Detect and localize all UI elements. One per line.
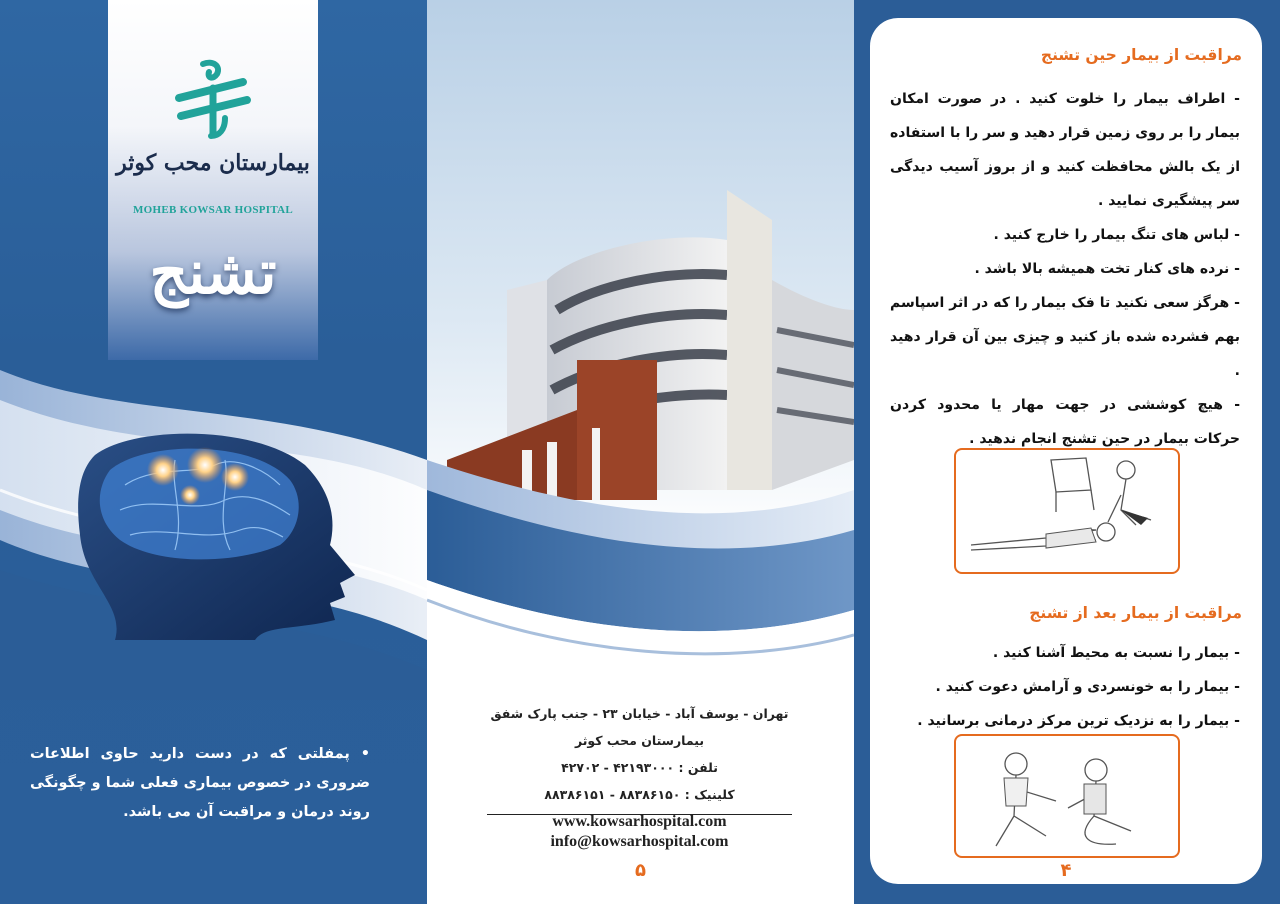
cover-back-panel: [0, 0, 427, 904]
section-title-after-seizure: مراقبت از بیمار بعد از تشنج: [1029, 604, 1242, 622]
list-item: - هیچ کوششی در جهت مهار یا محدود کردن حرکات بیمار در حین تشنج انجام ندهید .: [890, 397, 1240, 447]
page-number: ۴: [1060, 860, 1072, 881]
back-cover-panel: [427, 0, 854, 904]
list-item: - بیمار را به نزدیک ترین مرکز درمانی برسانید .: [917, 713, 1240, 729]
hospital-logo-icon: [173, 58, 255, 140]
decorative-waves: [427, 430, 854, 700]
patient-on-floor-icon: [956, 450, 1178, 572]
hospital-name: بیمارستان محب کوثر: [574, 733, 705, 748]
logo-english-name: MOHEB KOWSAR HOSPITAL: [132, 204, 294, 216]
intro-text: پمفلتی که در دست دارید حاوی اطلاعات ضروری در خصوص بیماری فعلی شما و چگونگی روند درمان و مراقبت آن می باشد.: [30, 746, 370, 820]
email-link[interactable]: info@kowsarhospital.com: [550, 833, 729, 850]
phone-line: تلفن : ۴۲۱۹۳۰۰۰ - ۴۲۷۰۲: [561, 760, 718, 775]
inner-page-panel: [854, 0, 1280, 904]
intro-paragraph: [30, 740, 370, 827]
caregiver-and-patient-icon: [956, 736, 1178, 856]
page-number: ۵: [635, 860, 646, 881]
recovery-care-illustration: [954, 734, 1180, 858]
list-item: - بیمار را نسبت به محیط آشنا کنید .: [992, 645, 1240, 661]
website-link[interactable]: www.kowsarhospital.com: [552, 813, 727, 830]
web-block: [487, 812, 792, 852]
contact-block: [487, 700, 792, 819]
clinic-line: کلینیک : ۸۸۳۸۶۱۵۰ - ۸۸۳۸۶۱۵۱: [544, 787, 735, 802]
list-item: - بیمار را به خونسردی و آرامش دعوت کنید .: [935, 679, 1240, 695]
list-item: - نرده های کنار تخت همیشه بالا باشد .: [974, 261, 1240, 277]
content-card: [870, 18, 1262, 884]
brain-illustration-icon: [55, 425, 375, 640]
section-during-seizure-list: [890, 82, 1240, 456]
list-item: - لباس های تنگ بیمار را خارج کنید .: [993, 227, 1240, 243]
logo-persian-name: بیمارستان محب کوثر: [116, 150, 310, 176]
section-title-during-seizure: مراقبت از بیمار حین تشنج: [1040, 46, 1242, 64]
bullet-icon: •: [360, 746, 370, 762]
seizure-care-illustration: [954, 448, 1180, 574]
address-line: تهران - یوسف آباد - خیابان ۲۳ - جنب پارک شفق: [490, 706, 789, 721]
list-item: - هرگز سعی نکنید تا فک بیمار را که در اثر اسپاسم بهم فشرده شده باز کنید و چیزی بین آن قرار دهید .: [890, 295, 1240, 379]
list-item: - اطراف بیمار را خلوت کنید . در صورت امکان بیمار را بر روی زمین قرار دهید و سر را با استفاده از یک بالش محافظت کنید و از بروز آسیب دیدگی سر پیشگیری نمایید .: [890, 91, 1240, 209]
section-after-seizure-list: [890, 636, 1240, 738]
cover-title: تشنج: [149, 238, 277, 308]
